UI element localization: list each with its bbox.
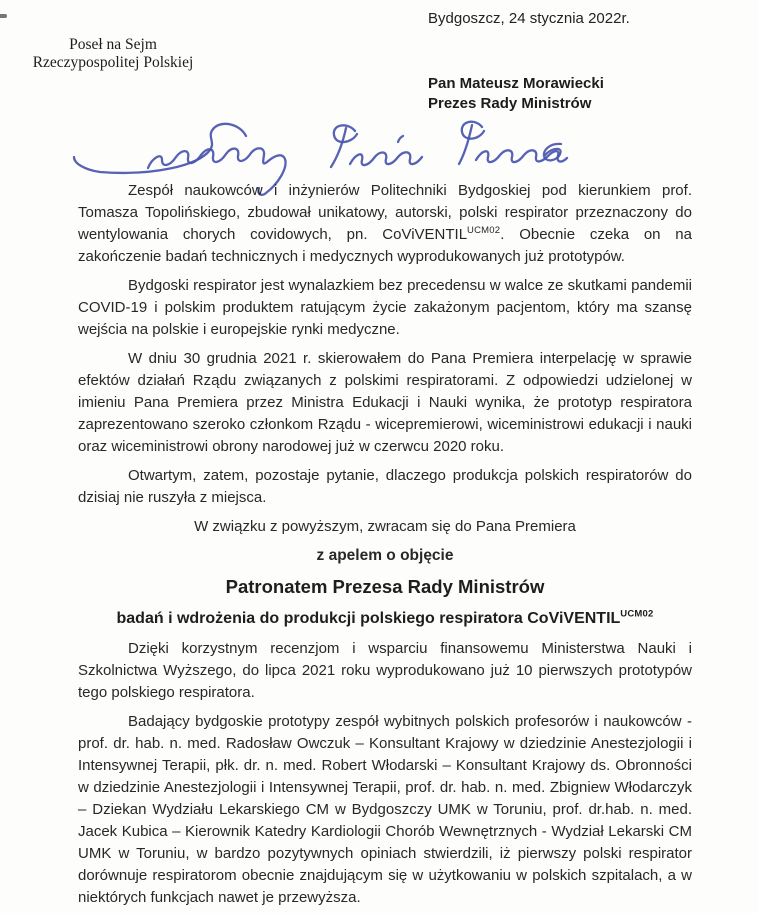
letter-body [78,180,692,913]
paragraph-prototypes: Dzięki korzystnym recenzjom i wsparciu finansowemu Ministerstwa Nauki i Szkolnictwa Wyższego, do lipca 2021 roku wyprodukowano już 10 pierwszych prototypów tego polskiego respiratora. [78,640,692,701]
paragraph-1-text-after: . Obecnie czeka on na zakończenie badań technicznych i medycznych wyprodukowanych już prototypów. [78,226,692,265]
date-line: Bydgoszcz, 24 stycznia 2022r. [428,10,630,27]
respirator-model-superscript-2: UCM02 [620,608,654,620]
appeal-heading-3 [78,607,692,631]
appeal-heading-patronage: Patronatem Prezesa Rady Ministrów [225,576,545,597]
paragraph-invention: Bydgoski respirator jest wynalazkiem bez precedensu w walce ze skutkami pandemii COVID-19 i polskim produktem ratującym życie zakażonym pacjentom, który ma szansę wejścia na polskie i europejskie rynki medyczne. [78,277,692,338]
handwritten-salutation-text [0,0,1,1]
sender-block [8,36,218,72]
appeal-heading-1: z apelem o objęcie [316,547,454,564]
appeal-intro-line: W związku z powyższym, zwracam się do Pana Premiera [194,518,576,535]
sender-title-line2: Rzeczypospolitej Polskiej [32,54,194,71]
paragraph-professors: Badający bydgoskie prototypy zespół wybitnych polskich profesorów i naukowców - prof. dr. hab. n. med. Radosław Owczuk – Konsultant Krajowy w dziedzinie Anestezjologii i Intensywnej Terapii, płk. dr. n. med. Robert Włodarski – Konsultant Krajowy ds. Obronności w dziedzinie Anestezjologii i Intensywnej Terapii, prof. dr. hab. n. med. Zbigniew Włodarczyk – Dziekan Wydziału Lekarskiego CM w Bydgoszczy UMK w Toruniu, prof. dr.hab. n. med. Jacek Kubica – Kierownik Katedry Kardiologii Chorób Wewnętrznych - Wydział Lekarski CM UMK w Toruniu, w bardzo pozytywnych opiniach stwierdzili, iż pierwszy polski respirator dorównuje respiratorom obecnie znajdującym się w użytkowaniu w polskich szpitalach, a w niektórych funkcjach nawet je przewyższa. [78,713,692,906]
paragraph-interpelacja: W dniu 30 grudnia 2021 r. skierowałem do Pana Premiera interpelację w sprawie efektów działań Rządu związanych z polskimi respiratorami. Z odpowiedzi udzielonej w imieniu Pana Premiera przez Ministra Edukacji i Nauki wynika, że prototyp respiratora zaprezentowano szeroko członkom Rządu - wicepremierowi, wiceministrowi edukacji i nauki oraz wiceministrowi obrony narodowej już w czerwcu 2020 roku. [78,350,692,455]
sender-title-line1: Poseł na Sejm [69,36,157,53]
respirator-model-superscript: UCM02 [467,225,501,236]
appeal-heading-3-text: badań i wdrożenia do produkcji polskiego respiratora CoViVENTIL [116,610,621,627]
paragraph-respirator-intro [78,180,692,268]
paragraph-1-text: Zespół naukowców i inżynierów Politechniki Bydgoskiej pod kierunkiem prof. Tomasza Topolińskiego, zbudował unikatowy, autorski, polski respirator przeznaczony do wentylowania chorych covidowych, pn. CoViVENTIL [78,182,692,243]
recipient-block [428,74,604,114]
recipient-name: Pan Mateusz Morawiecki [428,75,604,92]
handwriting-word-panie [331,125,422,167]
handwriting-word-premierze [459,122,567,164]
paragraph-open-question: Otwartym, zatem, pozostaje pytanie, dlaczego produkcja polskich respiratorów do dzisiaj nie ruszyła z miejsca. [78,467,692,506]
scan-artifact-mark [0,14,7,18]
recipient-title: Prezes Rady Ministrów [428,95,592,112]
